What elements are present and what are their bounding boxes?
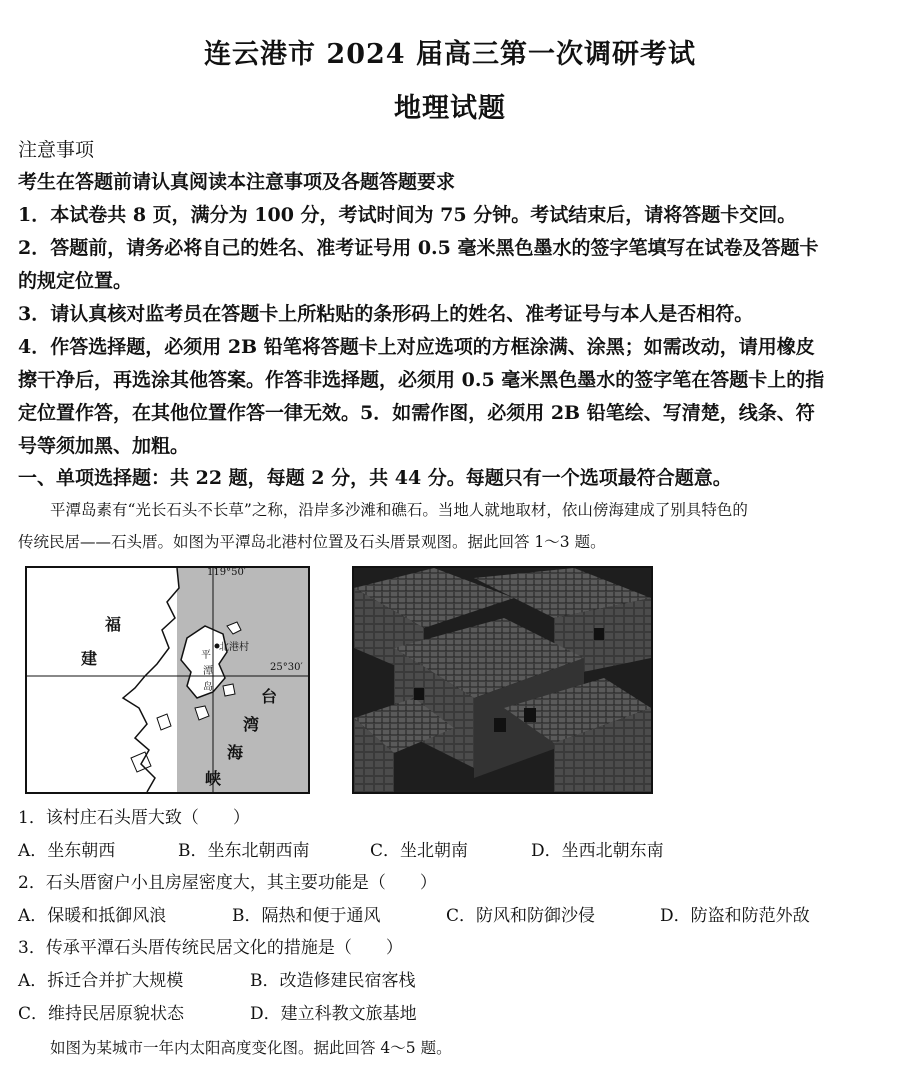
passage-line: 如图为某城市一年内太阳高度变化图。据此回答 4～5 题。 [50, 1039, 452, 1057]
notice-heading: 注意事项 [18, 139, 95, 161]
map-drawing [27, 568, 308, 792]
photo-drawing [354, 568, 651, 792]
map-label-jian: 建 [81, 649, 98, 668]
option-d: D．坐西北朝东南 [531, 841, 664, 861]
passage-line: 传统民居——石头厝。如图为平潭岛北港村位置及石头厝景观图。据此回答 1～3 题。 [18, 533, 606, 551]
exam-subtitle: 地理试题 [394, 93, 506, 124]
option-c: C．维持民居原貌状态 [18, 1004, 185, 1024]
map-label-dao: 岛 [203, 682, 213, 693]
location-map [25, 566, 310, 794]
map-label-wan: 湾 [243, 715, 260, 734]
latitude-label: 25°30′ [270, 662, 303, 673]
map-label-tan: 潭 [203, 666, 213, 677]
map-label-fu: 福 [105, 615, 122, 634]
passage-line: 平潭岛素有“光长石头不长草”之称，沿岸多沙滩和礁石。当地人就地取材，依山傍海建成了别具特色的 [50, 501, 748, 519]
notice-line: 定位置作答，在其他位置作答一律无效。5．如需作图，必须用 2B 铅笔绘、写清楚，线条、符 [18, 402, 815, 424]
question-stem: 1．该村庄石头厝大致（ ） [18, 808, 250, 828]
option-a: A．拆迁合并扩大规模 [18, 971, 184, 991]
notice-line: 4．作答选择题，必须用 2B 铅笔将答题卡上对应选项的方框涂满、涂黑；如需改动，请用橡皮 [18, 336, 815, 358]
option-d: D．建立科教文旅基地 [250, 1004, 417, 1024]
section-heading: 一、单项选择题：共 22 题，每题 2 分，共 44 分。每题只有一个选项最符合题意。 [18, 467, 732, 489]
village-label: 北港村 [219, 642, 249, 653]
notice-line: 3．请认真核对监考员在答题卡上所粘贴的条形码上的姓名、准考证号与本人是否相符。 [18, 303, 754, 325]
stone-house-photo [352, 566, 653, 794]
option-a: A．保暖和抵御风浪 [18, 906, 167, 926]
question-stem: 2．石头厝窗户小且房屋密度大，其主要功能是（ ） [18, 873, 437, 893]
notice-line: 的规定位置。 [18, 270, 133, 292]
notice-line: 1．本试卷共 8 页，满分为 100 分，考试时间为 75 分钟。考试结束后，请将答题卡交回。 [18, 204, 797, 226]
map-label-tai: 台 [261, 687, 278, 706]
question-stem: 3．传承平潭石头厝传统民居文化的措施是（ ） [18, 938, 403, 958]
notice-line: 擦干净后，再选涂其他答案。作答非选择题，必须用 0.5 毫米黑色墨水的签字笔在答题卡上的指 [18, 369, 825, 391]
notice-line: 号等须加黑、加粗。 [18, 435, 190, 457]
option-b: B．坐东北朝西南 [178, 841, 310, 861]
exam-title: 连云港市 2024 届高三第一次调研考试 [204, 39, 696, 70]
map-label-xia: 峡 [205, 769, 222, 788]
option-c: C．坐北朝南 [370, 841, 469, 861]
map-label-hai: 海 [227, 743, 244, 762]
option-b: B．改造修建民宿客栈 [250, 971, 416, 991]
option-b: B．隔热和便于通风 [232, 906, 381, 926]
option-c: C．防风和防御沙侵 [446, 906, 596, 926]
option-d: D．防盗和防范外敌 [660, 906, 810, 926]
map-label-ping: 平 [201, 650, 211, 661]
longitude-label: 119°50′ [207, 567, 247, 578]
notice-intro: 考生在答题前请认真阅读本注意事项及各题答题要求 [18, 171, 456, 193]
notice-line: 2．答题前，请务必将自己的姓名、准考证号用 0.5 毫米黑色墨水的签字笔填写在试卷及答题卡 [18, 237, 819, 259]
option-a: A．坐东朝西 [18, 841, 116, 861]
